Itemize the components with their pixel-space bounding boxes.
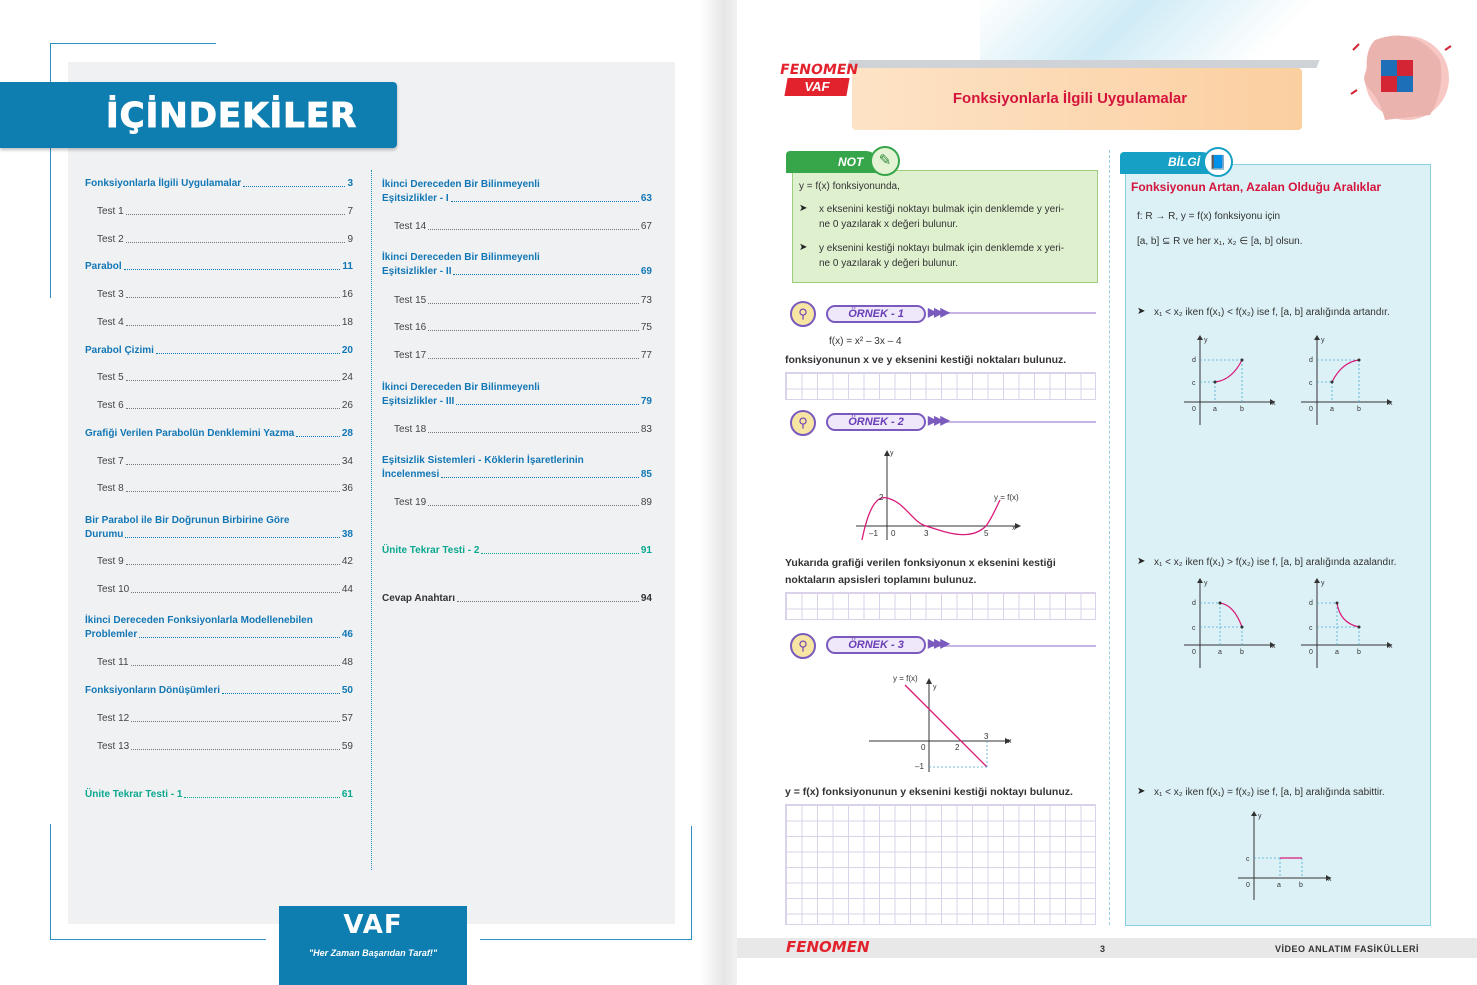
y-tick: –1 [915,762,924,771]
toc-page-number: 73 [640,295,652,306]
tick-c: c [1192,625,1196,632]
toc-entry-label: Test 17 [394,350,427,361]
tick-c: c [1309,380,1313,387]
tick-c: c [1246,856,1250,863]
info-line-1: f: R → R, y = f(x) fonksiyonu için [1137,211,1281,222]
toc-entry-label: Ünite Tekrar Testi - 1 [85,789,183,800]
arrow-icon: ➤ [799,242,808,253]
pin-icon: ✎ [870,146,900,176]
toc-entry-label: Test 10 [97,584,130,595]
tick-c: c [1192,380,1196,387]
tick-b: b [1357,406,1361,413]
frame-line [50,939,266,940]
toc-page-number: 50 [341,685,353,696]
x-axis-label: x [1389,400,1393,407]
toc-page-number: 79 [640,396,652,407]
frame-line [50,43,216,44]
x-axis-label: x [1272,400,1276,407]
book-gutter [700,0,740,985]
toc-page-number: 36 [341,483,353,494]
toc-entry-label: Test 1 [97,206,124,217]
toc-entry-label: Test 7 [97,456,124,467]
y-axis-label: y [933,684,937,691]
magnifier-icon: ⚲ [790,410,816,436]
answer-grid[interactable] [785,372,1096,400]
arrow-icon: ➤ [1137,306,1146,317]
toc-page-number: 9 [347,234,353,245]
toc-test-entry[interactable] [394,295,652,306]
y-tick-2: 2 [879,493,884,502]
toc-entry-label: Test 15 [394,295,427,306]
chevrons-icon: ▶▶▶ [928,305,947,319]
toc-leader-dots [453,274,638,275]
vaf-badge: VAF [784,78,849,96]
toc-entry-label: Test 8 [97,483,124,494]
toc-page-number: 20 [341,345,353,356]
x-tick: 3 [924,529,929,538]
example-3-graph [865,670,1025,775]
column-divider [1109,150,1110,925]
y-axis-label: y [1321,337,1325,344]
toc-leader-dots [428,505,639,506]
example-2-question-line1: Yukarıda grafiği verilen fonksiyonun x eksenini kestiği [785,557,1056,569]
toc-section-entry[interactable] [85,178,353,189]
toc-test-entry[interactable] [394,350,652,361]
toc-leader-dots [131,721,340,722]
toc-page-number: 61 [341,789,353,800]
y-axis-label: y [1204,580,1208,587]
toc-entry-label: İncelenmesi [382,469,440,480]
y-axis-label: y [1204,337,1208,344]
toc-leader-dots [126,408,340,409]
toc-page-number: 18 [341,317,353,328]
tick-b: b [1240,649,1244,656]
toc-entry-label: Test 2 [97,234,124,245]
x-axis-label: x [1272,643,1276,650]
toc-leader-dots [428,303,639,304]
toc-page-number: 69 [640,266,652,277]
toc-entry-label: Durumu [85,529,124,540]
x-tick: 5 [984,529,989,538]
note-bullet-1-line1: x eksenini kestiği noktayı bulmak için denklemde y yeri- [819,204,1065,215]
toc-test-entry[interactable] [97,372,353,383]
arrow-icon: ➤ [1137,556,1146,567]
toc-entry-label: Ünite Tekrar Testi - 2 [382,545,480,556]
toc-entry-label: Problemler [85,629,138,640]
info-heading: Fonksiyonun Artan, Azalan Olduğu Aralıklar [1131,180,1382,194]
note-bullet-2-line2: ne 0 yazılarak y değeri bulunur. [819,258,958,269]
example-2-question-line2: noktaların apsisleri toplamını bulunuz. [785,574,977,586]
toc-entry-label: Eşitsizlikler - III [382,396,455,407]
toc-entry-label: Eşitsizlikler - I [382,193,449,204]
toc-leader-dots [125,537,340,538]
toc-leader-dots [243,186,345,187]
toc-page-number: 44 [341,584,353,595]
frame-line [480,939,692,940]
toc-test-entry[interactable] [394,322,652,333]
toc-section-entry[interactable] [382,266,652,277]
vaf-logo: VAF [343,910,403,940]
note-tab [786,151,878,173]
toc-entry-label: Test 9 [97,556,124,567]
example-2-rule [930,421,1096,423]
toc-leader-dots [156,353,340,354]
toc-section-entry[interactable] [85,629,353,640]
toc-entry-label: Parabol [85,261,122,272]
toc-test-entry[interactable] [97,400,353,411]
toc-leader-dots [126,242,346,243]
toc-section-entry[interactable] [85,261,353,272]
toc-leader-dots [428,229,639,230]
x-axis-label: x [1389,643,1393,650]
fenomen-logo: FENOMEN [778,62,860,78]
toc-leader-dots [222,693,340,694]
toc-entry-label: Test 13 [97,741,130,752]
toc-entry-label: Cevap Anahtarı [382,593,455,604]
toc-entry-label: Parabol Çizimi [85,345,154,356]
tick-d: d [1309,600,1313,607]
toc-page-number: 67 [640,221,652,232]
toc-section-entry[interactable] [85,685,353,696]
toc-page-number: 59 [341,741,353,752]
toc-section-entry[interactable] [382,469,652,480]
x-axis-label: x [1012,525,1016,532]
example-2-graph [850,450,1040,545]
decreasing-graphs [1170,573,1410,673]
tick-0: 0 [1309,649,1313,656]
toc-entry-title-line: İkinci Dereceden Bir Bilinmeyenli [382,382,540,393]
toc-page-number: 48 [341,657,353,668]
toc-page-number: 3 [347,178,353,189]
example-2-label: ÖRNEK - 2 [826,413,926,431]
toc-entry-label: Test 3 [97,289,124,300]
toc-page-number: 57 [341,713,353,724]
book-icon: 📘 [1203,147,1233,177]
toc-leader-dots [126,380,340,381]
toc-test-entry[interactable] [394,221,652,232]
tick-0: 0 [1192,406,1196,413]
toc-entry-label: Test 19 [394,497,427,508]
y-axis-label: y [1258,813,1262,820]
tick-a: a [1213,406,1217,413]
toc-leader-dots [441,477,639,478]
toc-page-number: 16 [341,289,353,300]
tick-a: a [1218,649,1222,656]
x-axis-label: x [1008,738,1012,745]
toc-page-number: 11 [342,261,353,272]
info-label: BİLGİ [1168,155,1200,169]
toc-page-number: 63 [640,193,652,204]
answer-grid[interactable] [785,804,1096,925]
chevrons-icon: ▶▶▶ [928,413,947,427]
tick-d: d [1309,357,1313,364]
chevrons-icon: ▶▶▶ [928,636,947,650]
toc-entry-label: Test 16 [394,322,427,333]
x-tick: 0 [891,529,896,538]
arrow-icon: ➤ [1137,786,1146,797]
example-3-question: y = f(x) fonksiyonunun y eksenini kestiği noktayı bulunuz. [785,786,1073,798]
note-intro: y = f(x) fonksiyonunda, [799,181,900,192]
toc-entry-label: Eşitsizlikler - II [382,266,452,277]
header-band-edge [847,60,1320,68]
frame-line [50,43,51,83]
arrow-icon: ➤ [799,203,808,214]
toc-leader-dots [126,214,346,215]
toc-entry-label: Fonksiyonlarla İlgili Uygulamalar [85,178,242,189]
curve-label: y = f(x) [893,674,918,683]
toc-leader-dots [139,637,340,638]
y-axis-label: y [890,450,894,457]
note-bullet-2-line1: y eksenini kestiği noktayı bulmak için denklemde x yeri- [819,243,1065,254]
tick-a: a [1335,649,1339,656]
info-line-2: [a, b] ⊆ R ve her x₁, x₂ ∈ [a, b] olsun. [1137,236,1303,247]
toc-test-entry[interactable] [97,657,353,668]
toc-page-number: 46 [341,629,353,640]
toc-leader-dots [126,491,340,492]
info-rule-increasing: x₁ < x₂ iken f(x₁) < f(x₂) ise f, [a, b] aralığında artandır. [1154,307,1390,318]
toc-leader-dots [457,601,639,602]
toc-page-number: 89 [640,497,652,508]
toc-page-number: 77 [640,350,652,361]
toc-test-entry[interactable] [394,424,652,435]
toc-page-number: 28 [341,428,353,439]
toc-test-entry[interactable] [97,741,353,752]
example-1-label: ÖRNEK - 1 [826,305,926,323]
toc-section-entry[interactable] [85,529,353,540]
column-divider [371,170,372,870]
toc-test-entry[interactable] [97,713,353,724]
toc-entry-label: Test 12 [97,713,130,724]
toc-entry-label: Test 4 [97,317,124,328]
header-decoration [980,0,1340,60]
answer-grid[interactable] [785,592,1096,620]
toc-entry-title-line: İkinci Dereceden Bir Bilinmeyenli [382,179,540,190]
toc-test-entry[interactable] [97,234,353,245]
toc-leader-dots [428,432,639,433]
constant-graph [1228,808,1348,908]
info-rule-decreasing: x₁ < x₂ iken f(x₁) > f(x₂) ise f, [a, b] aralığında azalandır. [1154,557,1397,568]
toc-entry-label: Test 6 [97,400,124,411]
page-number: 3 [1100,944,1106,954]
toc-page-number: 75 [640,322,652,333]
toc-page-number: 42 [341,556,353,567]
toc-title: İÇİNDEKİLER [106,96,358,136]
toc-leader-dots [126,464,340,465]
toc-page-number: 91 [640,545,652,556]
toc-leader-dots [428,358,639,359]
toc-entry-label: Test 14 [394,221,427,232]
example-1-rule [930,312,1096,314]
tick-0: 0 [1192,649,1196,656]
toc-entry-label: Fonksiyonların Dönüşümleri [85,685,221,696]
x-tick: 3 [984,732,989,741]
toc-test-entry[interactable] [97,317,353,328]
toc-leader-dots [124,269,341,270]
toc-page-number: 94 [640,593,652,604]
x-tick: 0 [921,743,926,752]
toc-entry-label: Grafiği Verilen Parabolün Denklemini Yazma [85,428,295,439]
toc-entry-label: Test 11 [97,657,129,668]
toc-page [0,0,727,985]
toc-section-entry[interactable] [382,193,652,204]
frame-line [50,148,51,298]
toc-leader-dots [126,564,340,565]
toc-leader-dots [456,404,639,405]
tick-b: b [1299,882,1303,889]
tick-d: d [1192,600,1196,607]
magnifier-icon: ⚲ [790,633,816,659]
example-3-rule [930,645,1096,647]
frame-line [691,826,692,940]
example-1-formula: f(x) = x² – 3x – 4 [829,336,902,347]
toc-leader-dots [126,297,340,298]
info-rule-constant: x₁ < x₂ iken f(x₁) = f(x₂) ise f, [a, b] aralığında sabittir. [1154,787,1385,798]
toc-test-entry[interactable] [97,483,353,494]
tick-c: c [1309,625,1313,632]
toc-leader-dots [131,665,340,666]
tick-0: 0 [1309,406,1313,413]
x-tick: 2 [955,743,960,752]
toc-leader-dots [296,436,340,437]
magnifier-icon: ⚲ [790,301,816,327]
toc-test-entry[interactable] [394,497,652,508]
toc-page-number: 7 [347,206,353,217]
toc-leader-dots [184,797,339,798]
note-bullet-1-line2: ne 0 yazılarak x değeri bulunur. [819,219,958,230]
footer-fenomen-logo: FENOMEN [786,938,870,956]
x-tick: –1 [869,529,878,538]
tick-a: a [1277,882,1281,889]
x-axis-label: x [1328,876,1332,883]
tick-d: d [1192,357,1196,364]
toc-test-entry[interactable] [97,289,353,300]
note-label: NOT [838,155,864,169]
toc-leader-dots [428,330,639,331]
toc-entry-title-line: İkinci Dereceden Bir Bilinmeyenli [382,252,540,263]
frame-line [50,824,51,940]
toc-entry-label: Test 5 [97,372,124,383]
toc-section-entry[interactable] [85,789,353,800]
thinking-head-icon [1345,20,1455,130]
toc-test-entry[interactable] [97,456,353,467]
toc-test-entry[interactable] [97,206,353,217]
toc-leader-dots [131,592,340,593]
toc-page-number: 26 [341,400,353,411]
toc-test-entry[interactable] [97,584,353,595]
example-1-question: fonksiyonunun x ve y eksenini kestiği noktaları bulunuz. [785,354,1067,366]
toc-leader-dots [126,325,340,326]
toc-page-number: 24 [341,372,353,383]
toc-entry-title-line: Eşitsizlik Sistemleri - Köklerin İşaretlerinin [382,455,584,466]
toc-leader-dots [481,553,638,554]
toc-section-entry[interactable] [382,593,652,604]
tick-0: 0 [1246,882,1250,889]
toc-entry-title-line: Bir Parabol ile Bir Doğrunun Birbirine Göre [85,515,290,526]
y-axis-label: y [1321,580,1325,587]
toc-section-entry[interactable] [382,545,652,556]
increasing-graphs [1170,330,1410,430]
tick-b: b [1240,406,1244,413]
toc-test-entry[interactable] [97,556,353,567]
toc-page-number: 83 [640,424,652,435]
page-title: Fonksiyonlarla İlgili Uygulamalar [952,90,1188,107]
toc-leader-dots [451,201,639,202]
toc-page-number: 38 [341,529,353,540]
toc-section-entry[interactable] [85,428,353,439]
toc-leader-dots [131,749,340,750]
curve-label: y = f(x) [994,493,1019,502]
series-name: VİDEO ANLATIM FASİKÜLLERİ [1275,944,1419,954]
publisher-slogan: "Her Zaman Başarıdan Taraf!" [308,948,438,958]
toc-page-number: 85 [640,469,652,480]
toc-entry-label: Test 18 [394,424,427,435]
tick-b: b [1357,649,1361,656]
toc-section-entry[interactable] [85,345,353,356]
example-3-label: ÖRNEK - 3 [826,636,926,654]
toc-entry-title-line: İkinci Dereceden Fonksiyonlarla Modellenebilen [85,615,313,626]
tick-a: a [1330,406,1334,413]
toc-page-number: 34 [341,456,353,467]
toc-section-entry[interactable] [382,396,652,407]
